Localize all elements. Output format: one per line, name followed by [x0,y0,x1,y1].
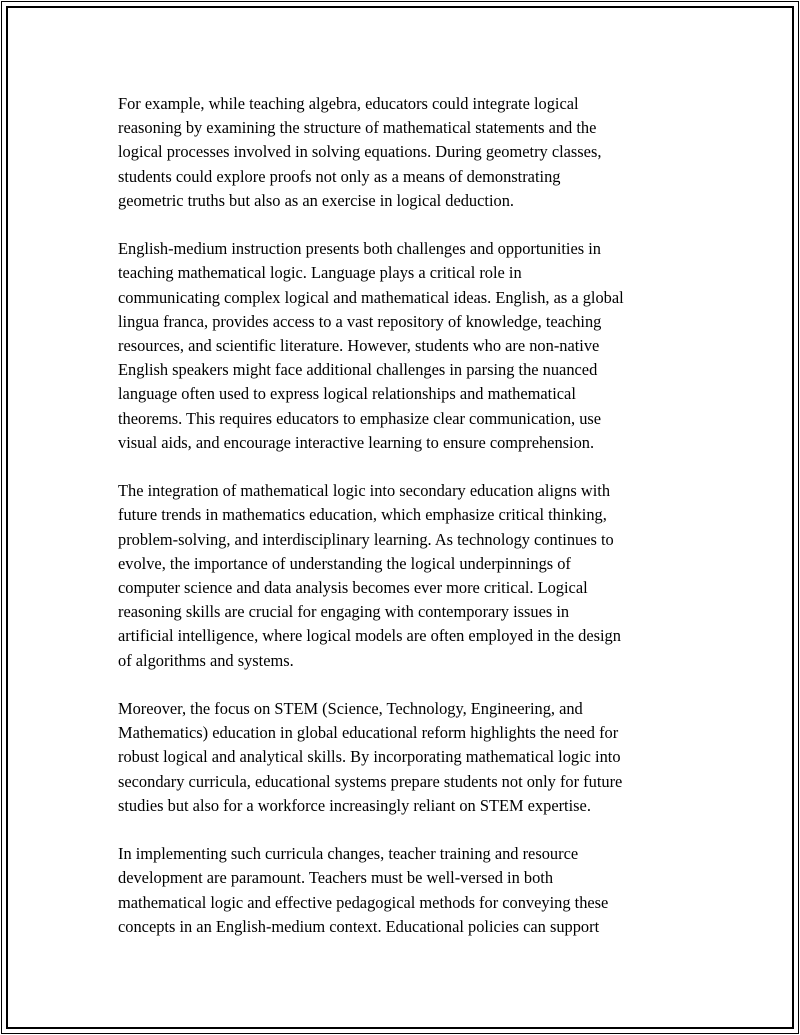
text-line: reasoning skills are crucial for engaging with contemporary issues in [118,602,570,622]
text-line: lingua franca, provides access to a vast repository of knowledge, teaching [118,311,602,331]
text-line: English-medium instruction presents both challenges and opportunities in [118,239,601,259]
text-line: logical processes involved in solving equations. During geometry classes, [118,142,602,162]
text-line: secondary curricula, educational systems prepare students not only for future [118,771,623,791]
text-line: communicating complex logical and mathematical ideas. English, as a global [118,287,624,307]
paragraph [118,697,693,818]
text-line: reasoning by examining the structure of mathematical statements and the [118,118,597,138]
document-body [118,92,693,963]
text-line: evolve, the importance of understanding the logical underpinnings of [118,553,571,573]
text-line: artificial intelligence, where logical models are often employed in the design [118,626,621,646]
paragraph [118,842,693,939]
text-line: For example, while teaching algebra, educators could integrate logical [118,94,579,113]
text-line: robust logical and analytical skills. By incorporating mathematical logic into [118,747,621,767]
text-line: resources, and scientific literature. However, students who are non-native [118,336,600,356]
text-line: mathematical logic and effective pedagogical methods for conveying these [118,892,609,912]
text-line: In implementing such curricula changes, teacher training and resource [118,844,579,864]
text-line: geometric truths but also as an exercise in logical deduction. [118,190,514,210]
paragraph [118,92,693,213]
text-line: The integration of mathematical logic into secondary education aligns with [118,481,611,501]
text-line: Mathematics) education in global educational reform highlights the need for [118,723,619,743]
text-line: theorems. This requires educators to emphasize clear communication, use [118,408,602,428]
text-line: English speakers might face additional challenges in parsing the nuanced [118,360,598,380]
text-line: computer science and data analysis becomes ever more critical. Logical [118,578,588,598]
text-line: teaching mathematical logic. Language plays a critical role in [118,263,522,283]
text-line: development are paramount. Teachers must be well-versed in both [118,868,554,888]
text-line: students could explore proofs not only as a means of demonstrating [118,166,561,186]
text-line: problem-solving, and interdisciplinary learning. As technology continues to [118,529,614,549]
text-line: visual aids, and encourage interactive learning to ensure comprehension. [118,432,595,452]
paragraph [118,237,693,455]
text-line: studies but also for a workforce increasingly reliant on STEM expertise. [118,795,591,815]
text-line: of algorithms and systems. [118,650,294,670]
text-line: future trends in mathematics education, which emphasize critical thinking, [118,505,607,525]
text-line: language often used to express logical relationships and mathematical [118,384,576,404]
paragraph [118,479,693,673]
text-line: Moreover, the focus on STEM (Science, Technology, Engineering, and [118,699,583,719]
text-line: concepts in an English-medium context. Educational policies can support [118,916,600,936]
